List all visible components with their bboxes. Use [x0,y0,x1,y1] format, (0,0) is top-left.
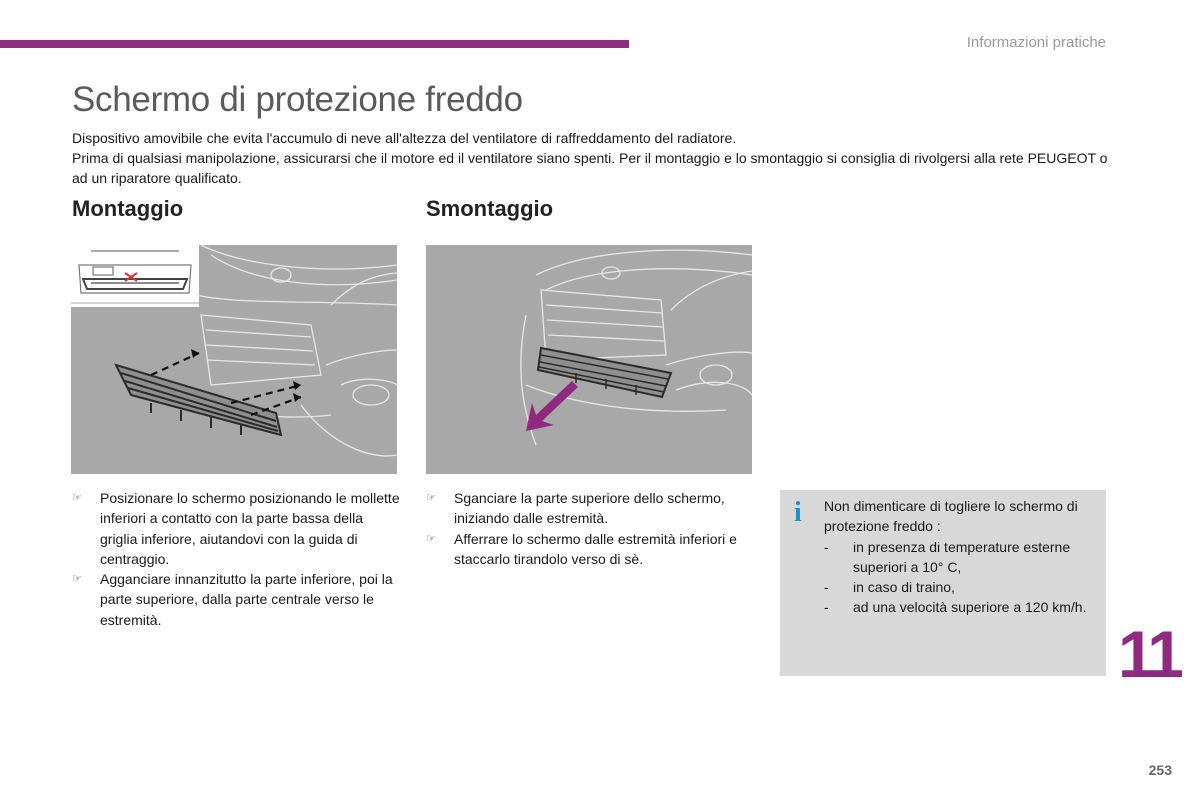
montaggio-step-2: Agganciare innanzitutto la parte inferiore, poi la parte superiore, dalla parte centrale verso le estremità. [100,571,393,628]
note-text [824,496,1094,618]
montaggio-drawing [71,245,397,474]
dash-bullet: - [824,579,829,596]
smontaggio-drawing [426,245,752,474]
intro-text [72,128,1112,188]
info-icon: i [794,497,802,528]
smontaggio-step-1: Sganciare la parte superiore dello schermo, iniziando dalle estremità. [454,490,725,527]
intro-line-2: Prima di qualsiasi manipolazione, assicurarsi che il motore ed il ventilatore siano spenti. Per il montaggio e lo smontaggio si consiglia di rivolgersi alla rete PEUGEOT o ad un riparatore qualificato. [72,150,1108,186]
smontaggio-steps [426,488,756,569]
pointing-hand-icon: ☞ [426,492,436,504]
list-item [824,537,1094,578]
page-title: Schermo di protezione freddo [72,80,523,119]
list-item [824,597,1094,617]
note-item-2: in caso di traino, [853,579,955,596]
smontaggio-illustration [426,245,752,474]
chapter-number: 11 [1118,617,1180,691]
smontaggio-step-2: Afferrare lo schermo dalle estremità inferiori e staccarlo tirandolo verso di sè. [454,530,737,567]
note-intro: Non dimenticare di togliere lo schermo di protezione freddo : [824,498,1078,535]
note-item-3: ad una velocità superiore a 120 km/h. [853,599,1087,616]
note-list [824,537,1094,618]
intro-line-1: Dispositivo amovibile che evita l'accumulo di neve all'altezza del ventilatore di raffreddamento del radiatore. [72,130,737,146]
montaggio-illustration [71,245,397,474]
pointing-hand-icon: ☞ [426,532,436,545]
section-label: Informazioni pratiche [966,34,1106,51]
note-item-1: in presenza di temperature esterne superiori a 10° C, [853,538,1071,575]
dash-bullet: - [824,599,829,616]
montaggio-heading: Montaggio [72,196,184,221]
info-note [780,490,1106,676]
list-item [426,529,756,570]
dash-bullet: - [824,538,829,555]
header-accent-bar [0,40,629,48]
smontaggio-heading: Smontaggio [426,196,554,221]
list-item [824,577,1094,597]
montaggio-step-1: Posizionare lo schermo posizionando le mollette inferiori a contatto con la parte bassa della griglia inferiore, aiutandovi con la guida di centraggio. [100,490,400,567]
list-item [72,488,402,569]
list-item [72,569,402,630]
page-number: 253 [1148,762,1172,778]
pointing-hand-icon: ☞ [72,573,82,586]
list-item [426,488,756,529]
pointing-hand-icon: ☞ [72,492,82,504]
montaggio-steps [72,488,402,630]
